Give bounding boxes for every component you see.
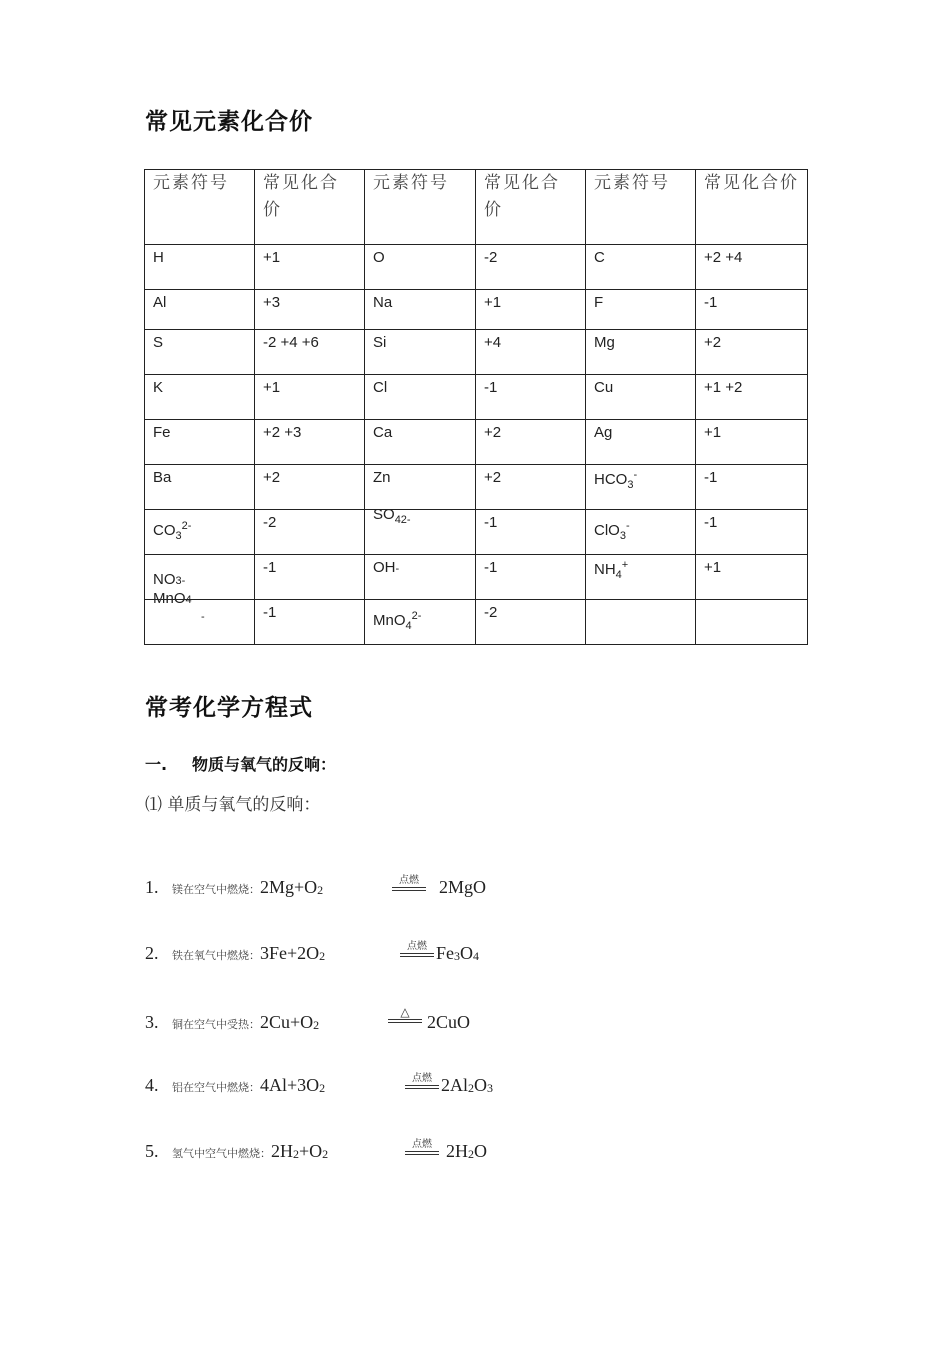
element-symbol: H <box>145 245 255 290</box>
valence-value: -1 <box>476 375 586 420</box>
valence-value: +2 +3 <box>255 420 365 465</box>
table-row <box>145 510 808 555</box>
table-row <box>145 245 808 290</box>
element-symbol: Ca <box>365 420 476 465</box>
valence-value: -2 +4 +6 <box>255 330 365 375</box>
valence-value: +2 <box>476 420 586 465</box>
valence-value: -1 <box>476 510 586 555</box>
valence-value: +2 <box>255 465 365 510</box>
element-symbol: Cu <box>586 375 696 420</box>
header-cell: 常见化合价 <box>476 170 586 245</box>
equation-5: 5. 氢气中空气中燃烧：$2H_2+O_2$ <box>145 1141 329 1161</box>
header-cell: 元素符号 <box>145 170 255 245</box>
element-symbol: $NH_4^+$ <box>586 555 696 600</box>
table-row <box>145 465 808 510</box>
reaction-condition: 点燃 <box>392 875 426 891</box>
header-cell: 元素符号 <box>586 170 696 245</box>
element-symbol: Al <box>145 290 255 330</box>
element-symbol: Zn <box>365 465 476 510</box>
element-symbol <box>586 600 696 645</box>
valence-value: +1 +2 <box>696 375 808 420</box>
valence-value: +3 <box>255 290 365 330</box>
element-symbol: $HCO_3^-$ <box>586 465 696 510</box>
element-symbol: Ba <box>145 465 255 510</box>
valence-value: -1 <box>696 510 808 555</box>
valence-value: +1 <box>255 375 365 420</box>
valence-value: -1 <box>255 600 365 645</box>
subsection-heading: ⑴ 单质与氧气的反响： <box>145 795 321 815</box>
equation-product: $2H_2O$ <box>446 1141 487 1161</box>
equation-2: 2. 铁在氧气中燃烧：$3Fe+2O_2$ <box>145 943 326 963</box>
element-symbol: Mg <box>586 330 696 375</box>
reaction-condition: 点燃 <box>400 941 434 957</box>
valence-value: +2 <box>696 330 808 375</box>
valence-value: +1 <box>476 290 586 330</box>
element-symbol: Si <box>365 330 476 375</box>
table-row <box>145 420 808 465</box>
valence-value: +2 +4 <box>696 245 808 290</box>
element-symbol: MnO4 - <box>145 600 255 645</box>
element-symbol: Fe <box>145 420 255 465</box>
element-symbol: F <box>586 290 696 330</box>
valence-value: -1 <box>696 465 808 510</box>
equation-4: 4. 铝在空气中燃烧：$4Al+3O_2$ <box>145 1075 326 1095</box>
valence-value: +1 <box>696 420 808 465</box>
element-symbol: $SO_{42-}$ <box>365 510 476 555</box>
table-row <box>145 375 808 420</box>
valence-value <box>696 600 808 645</box>
element-symbol: S <box>145 330 255 375</box>
equation-3: 3. 铜在空气中受热：$2Cu+O_2$ <box>145 1012 320 1032</box>
section-title: 常考化学方程式 <box>145 695 313 721</box>
element-symbol: MnO$_4^{2-}$ <box>365 600 476 645</box>
valence-value: +1 <box>255 245 365 290</box>
valence-value: +4 <box>476 330 586 375</box>
table-row <box>145 330 808 375</box>
element-symbol: C <box>586 245 696 290</box>
header-cell: 元素符号 <box>365 170 476 245</box>
valence-value: -1 <box>696 290 808 330</box>
reaction-condition: △ <box>388 1007 422 1023</box>
reaction-condition: 点燃 <box>405 1139 439 1155</box>
header-cell: 常见化合价 <box>255 170 365 245</box>
table-header-row <box>145 170 808 245</box>
table-row <box>145 555 808 600</box>
element-symbol: Ag <box>586 420 696 465</box>
equation-product: 2CuO <box>427 1012 471 1032</box>
element-symbol: ClO$_3$- <box>586 510 696 555</box>
element-symbol: NO3- <box>145 555 255 600</box>
valence-value: +2 <box>476 465 586 510</box>
reaction-condition: 点燃 <box>405 1073 439 1089</box>
header-cell: 常见化合价 <box>696 170 808 245</box>
valence-value: -1 <box>255 555 365 600</box>
element-symbol: Cl <box>365 375 476 420</box>
valence-value: +1 <box>696 555 808 600</box>
valence-value: -2 <box>476 600 586 645</box>
element-symbol: O <box>365 245 476 290</box>
equation-1: 1. 镁在空气中燃烧：$2Mg+O_2$ <box>145 877 324 897</box>
equation-product: 2MgO <box>439 877 487 897</box>
equation-product: $2Al_2O_3$ <box>441 1075 493 1095</box>
element-symbol: $CO_3^{2-}$ <box>145 510 255 555</box>
valence-value: -2 <box>476 245 586 290</box>
table-row <box>145 600 808 645</box>
valence-value: -2 <box>255 510 365 555</box>
section-heading: 一. 物质与氧气的反响： <box>145 755 337 774</box>
table-row <box>145 290 808 330</box>
valence-value: -1 <box>476 555 586 600</box>
equation-product: $Fe_3O_4$ <box>436 943 479 963</box>
page-title: 常见元素化合价 <box>145 109 313 135</box>
element-symbol: K <box>145 375 255 420</box>
element-symbol: OH- <box>365 555 476 600</box>
element-symbol: Na <box>365 290 476 330</box>
valence-table <box>144 169 808 645</box>
